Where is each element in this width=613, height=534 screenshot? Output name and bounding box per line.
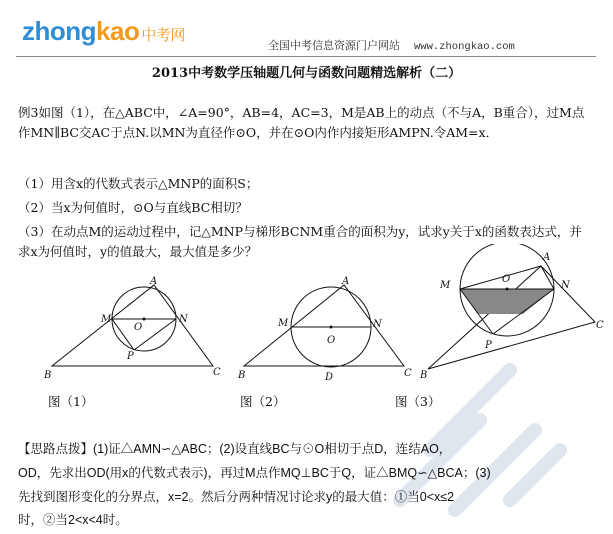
fig1-label-p: P bbox=[127, 351, 134, 362]
logo-cn-text: 中考网 bbox=[141, 27, 185, 44]
page-title: 2013中考数学压轴题几何与函数问题精选解析（二） bbox=[151, 66, 462, 81]
problem-intro: 例3如图（1），在△ABC中，∠A=90°，AB=4，AC=3，M是AB上的动点（不与A，B重合），过M点作MN∥BC交AC于点N.以MN为直径作⊙O，并在⊙O内作内接矩形AMPN.令AM=x． bbox=[18, 105, 585, 140]
fig1-label-b: B bbox=[44, 370, 52, 381]
fig1-label-m: M bbox=[101, 314, 112, 325]
question-3: （3）在动点M的运动过程中，记△MNP与梯形BCNM重合的面积为y，试求y关于x的函数表达式，并求x为何值时，y的值最大，最大值是多少？ bbox=[18, 224, 582, 259]
answer-line-1: 【思路点拨】(1)证△AMN∽△ABC；(2)设直线BC与⊙O相切于点D，连结AO， bbox=[18, 442, 452, 456]
fig2-label-b: B bbox=[238, 370, 246, 381]
question-1: （1）用含x的代数式表示△MNP的面积S； bbox=[18, 176, 259, 191]
fig2-label-m: M bbox=[278, 318, 289, 329]
site-tagline bbox=[268, 37, 515, 53]
question-2: （2）当x为何值时，⊙O与直线BC相切？ bbox=[18, 200, 248, 215]
fig2-label-d: D bbox=[325, 372, 334, 383]
site-logo[interactable] bbox=[22, 16, 185, 47]
site-description: 全国中考信息资源门户网站 bbox=[268, 40, 400, 52]
fig3-label-p: P bbox=[485, 340, 492, 351]
figure-2-caption: 图（2） bbox=[240, 394, 286, 409]
site-url[interactable]: www.zhongkao.com bbox=[414, 41, 515, 53]
fig1-label-o: O bbox=[134, 322, 143, 333]
answer-line-2: OD，先求出OD(用x的代数式表示)，再过M点作MQ⊥BC于Q，证△BMQ∽△BCA；(3) bbox=[18, 466, 491, 480]
fig3-label-m: M bbox=[440, 280, 451, 291]
fig3-label-c: C bbox=[596, 320, 604, 331]
fig3-label-n: N bbox=[561, 280, 570, 291]
fig1-label-c: C bbox=[213, 367, 221, 378]
figure-3-caption: 图（3） bbox=[395, 394, 441, 409]
fig1-label-a: A bbox=[150, 276, 158, 287]
logo-zhong-text: zhong bbox=[22, 16, 97, 46]
answer-line-3: 先找到图形变化的分界点，x=2。然后分两种情况讨论求y的最大值：①当0<x≤2 bbox=[18, 490, 455, 504]
fig3-label-b: B bbox=[420, 370, 428, 381]
fig3-label-a: A bbox=[543, 252, 551, 263]
fig3-label-o: O bbox=[502, 274, 511, 285]
fig2-label-n: N bbox=[373, 319, 382, 330]
header-divider bbox=[16, 56, 596, 57]
logo-kao-text: kao bbox=[96, 16, 140, 46]
fig2-label-a: A bbox=[342, 276, 350, 287]
answer-line-4: 时，②当2<x<4时。 bbox=[18, 513, 128, 527]
fig1-label-n: N bbox=[179, 314, 188, 325]
figure-1-caption: 图（1） bbox=[48, 394, 94, 409]
figure-1-diagram bbox=[40, 272, 230, 384]
fig2-label-c: C bbox=[404, 368, 412, 379]
fig2-label-o: O bbox=[327, 335, 336, 346]
